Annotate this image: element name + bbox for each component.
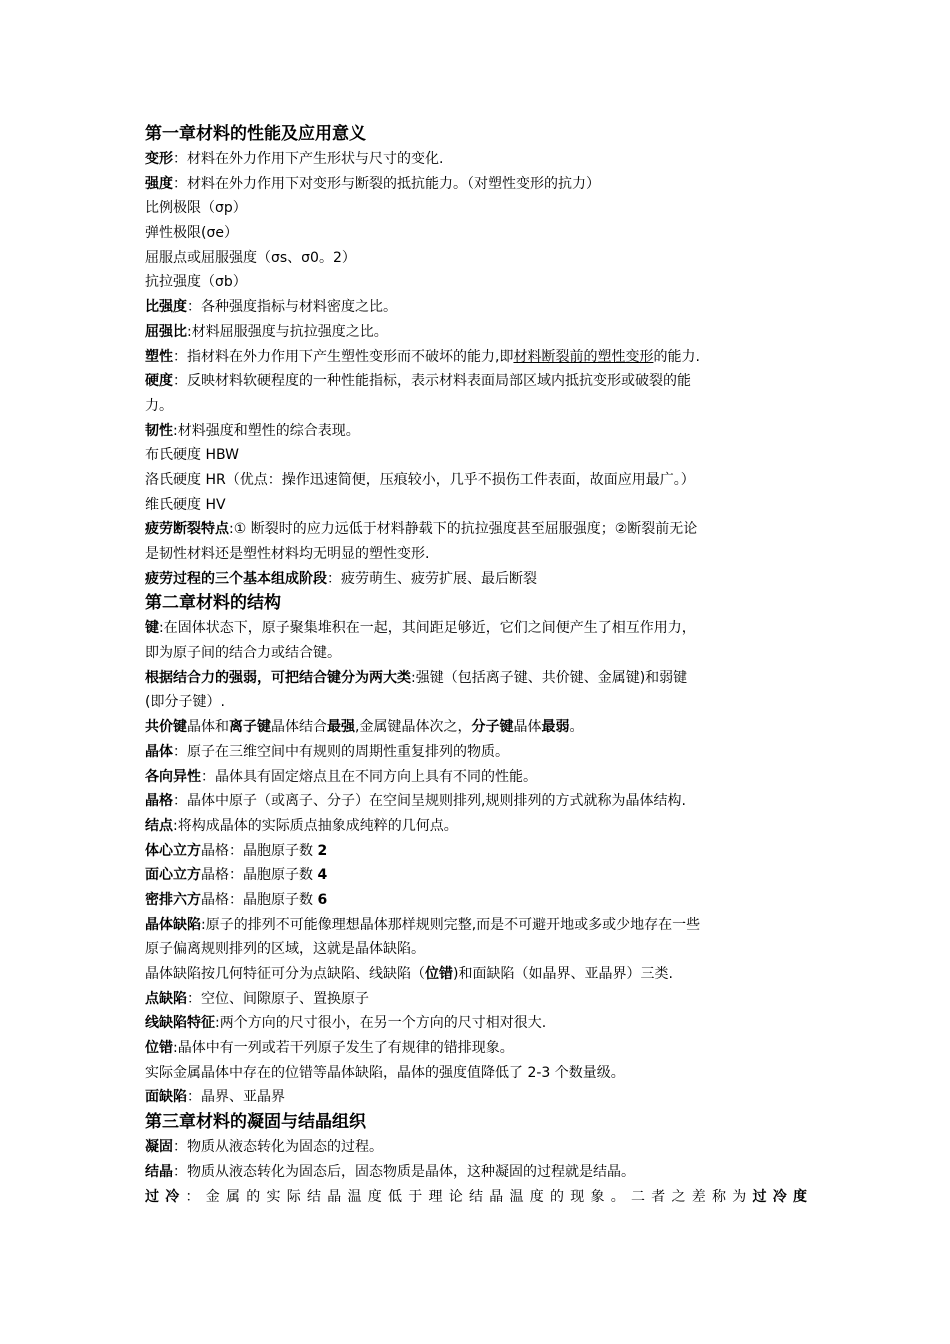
rockwell-hardness: 洛氏硬度 HR（优点：操作迅速简便，压痕较小，几乎不损伤工件表面，故面应用最广。） — [145, 471, 695, 488]
fcc-lattice: 面心立方晶格：晶胞原子数 4 — [145, 867, 328, 884]
def-dislocation: 位错:晶体中有一列或若干列原子发生了有规律的错排现象。 — [145, 1040, 514, 1057]
hcp-lattice: 密排六方晶格：晶胞原子数 6 — [145, 891, 328, 908]
brinell-hardness: 布氏硬度 HBW — [145, 447, 239, 464]
def-crystal: 晶体：原子在三维空间中有规则的周期性重复排列的物质。 — [145, 743, 509, 760]
bond-classification: 根据结合力的强弱，可把结合键分为两大类:强键（包括离子键、共价键、金属键)和弱键 — [145, 669, 688, 686]
def-supercooling: 过冷：金属的实际结晶温度低于理论结晶温度的现象。二者之差称为过冷度 — [145, 1188, 810, 1205]
elastic-limit: 弹性极限(σe） — [145, 225, 238, 242]
def-anisotropy: 各向异性：晶体具有固定熔点且在不同方向上具有不同的性能。 — [145, 768, 537, 785]
def-crystal-defect: 晶体缺陷:原子的排列不可能像理想晶体那样规则完整,而是不可避开地或多或少地存在一些 — [145, 916, 701, 933]
defect-classification: 晶体缺陷按几何特征可分为点缺陷、线缺陷（位错)和面缺陷（如晶界、亚晶界）三类. — [145, 966, 673, 982]
fatigue-characteristics: 疲劳断裂特点:① 断裂时的应力远低于材料静载下的抗拉强度甚至屈服强度；②断裂前无论 — [145, 521, 698, 538]
chapter-3-title: 第三章材料的凝固与结晶组织 — [145, 1112, 366, 1133]
yield-strength: 屈服点或屈服强度（σs、σ0。2） — [145, 249, 356, 266]
def-yield-ratio: 屈强比:材料屈服强度与抗拉强度之比。 — [145, 323, 388, 340]
document-page — [145, 122, 810, 1209]
chapter-2-title: 第二章材料的结构 — [145, 593, 281, 614]
chapter-1-title: 第一章材料的性能及应用意义 — [145, 124, 366, 144]
def-node: 结点:将构成晶体的实际质点抽象成纯粹的几何点。 — [145, 817, 458, 834]
fatigue-stages: 疲劳过程的三个基本组成阶段：疲劳萌生、疲劳扩展、最后断裂 — [145, 570, 537, 587]
vickers-hardness: 维氏硬度 HV — [145, 496, 226, 513]
def-crystal-defect-cont: 原子偏离规则排列的区域，这就是晶体缺陷。 — [145, 941, 425, 958]
def-lattice: 晶格：晶体中原子（或离子、分子）在空间呈规则排列,规则排列的方式就称为晶体结构. — [145, 793, 686, 810]
def-hardness: 硬度：反映材料软硬程度的一种性能指标，表示材料表面局部区域内抵抗变形或破裂的能 — [145, 373, 691, 390]
def-bond-cont: 即为原子间的结合力或结合键。 — [145, 645, 341, 662]
def-plasticity: 塑性：指材料在外力作用下产生塑性变形而不破坏的能力,即材料断裂前的塑性变形的能力. — [145, 348, 700, 365]
bcc-lattice: 体心立方晶格：晶胞原子数 2 — [145, 842, 328, 859]
def-solidification: 凝固：物质从液态转化为固态的过程。 — [145, 1139, 383, 1156]
def-hardness-cont: 力。 — [145, 397, 173, 414]
def-toughness: 韧性:材料强度和塑性的综合表现。 — [145, 422, 360, 439]
def-deformation: 变形：材料在外力作用下产生形状与尺寸的变化. — [145, 151, 444, 167]
def-planar-defect: 面缺陷：晶界、亚晶界 — [145, 1089, 285, 1106]
fatigue-characteristics-cont: 是韧性材料还是塑性材料均无明显的塑性变形. — [145, 546, 430, 562]
real-crystal-note: 实际金属晶体中存在的位错等晶体缺陷，晶体的强度值降低了 2-3 个数量级。 — [145, 1064, 625, 1081]
def-bond: 键:在固体状态下，原子聚集堆积在一起，其间距足够近，它们之间便产生了相互作用力， — [145, 620, 696, 637]
tensile-strength: 抗拉强度（σb） — [145, 274, 247, 291]
bond-strength-order: 共价键晶体和离子键晶体结合最强,金属键晶体次之，分子键晶体最弱。 — [145, 719, 584, 736]
def-point-defect: 点缺陷：空位、间隙原子、置换原子 — [145, 990, 369, 1007]
proportional-limit: 比例极限（σp） — [145, 200, 247, 217]
def-line-defect: 线缺陷特征:两个方向的尺寸很小，在另一个方向的尺寸相对很大. — [145, 1015, 547, 1032]
def-specific-strength: 比强度：各种强度指标与材料密度之比。 — [145, 299, 397, 316]
bond-classification-cont: (即分子键）. — [145, 694, 225, 711]
def-crystallization: 结晶：物质从液态转化为固态后，固态物质是晶体，这种凝固的过程就是结晶。 — [145, 1163, 635, 1180]
def-strength: 强度：材料在外力作用下对变形与断裂的抵抗能力。（对塑性变形的抗力） — [145, 175, 600, 192]
